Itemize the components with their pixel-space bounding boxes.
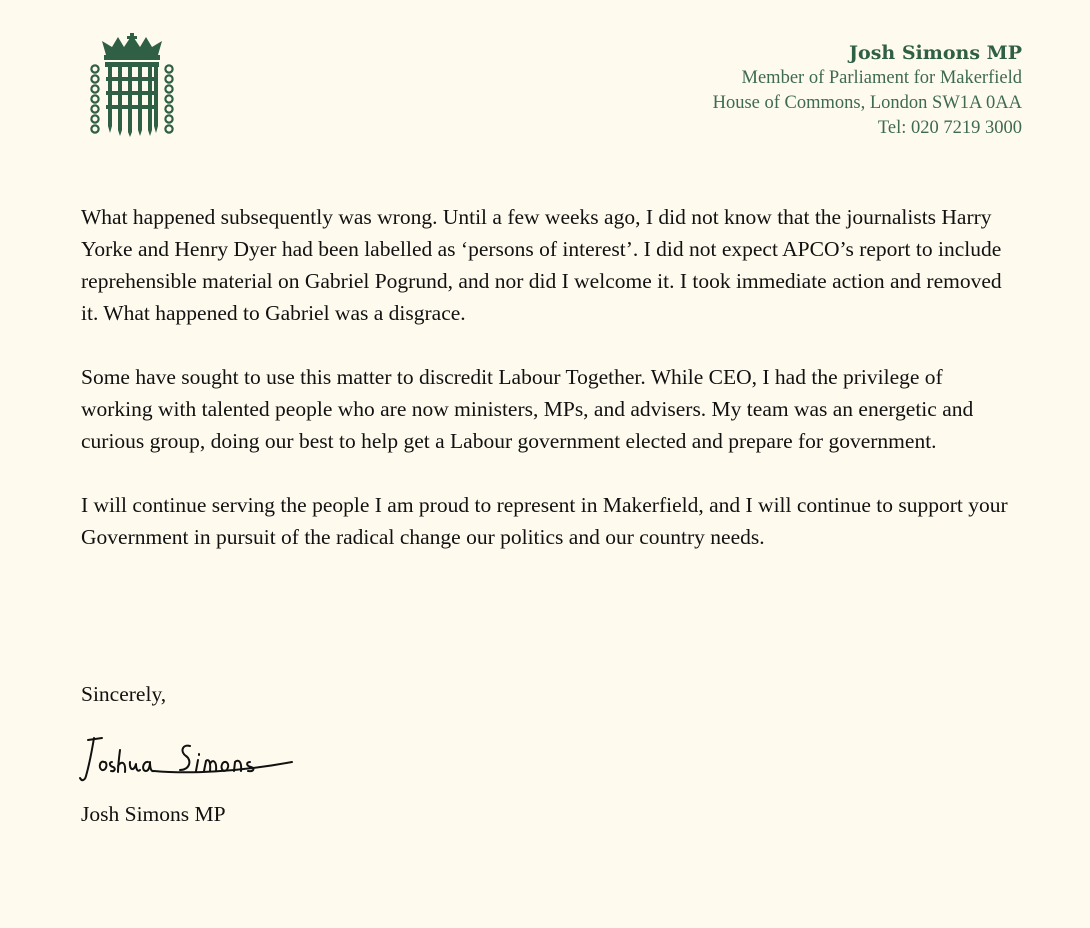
body-paragraph-3: I will continue serving the people I am proud to represent in Makerfield, and I will continue to support your Government in pursuit of the radical change our politics and our country needs. xyxy=(81,493,1008,549)
handwritten-signature xyxy=(78,728,303,788)
body-paragraph-2: Some have sought to use this matter to discredit Labour Together. While CEO, I had the privilege of working with talented people who are now ministers, MPs, and advisers. My team was an energetic and curious group, doing our best to help get a Labour government elected and prepare for government. xyxy=(81,365,974,453)
letterhead-address: House of Commons, London SW1A 0AA xyxy=(712,93,1022,113)
portcullis-icon xyxy=(88,33,176,137)
body-paragraph-1: What happened subsequently was wrong. Until a few weeks ago, I did not know that the journalists Harry Yorke and Henry Dyer had been labelled as ‘persons of interest’. I did not expect APCO’s report to include reprehensible material on Gabriel Pogrund, and nor did I welcome it. I took immediate action and removed it. What happened to Gabriel was a disgrace. xyxy=(81,205,1002,325)
letter-body xyxy=(81,201,1011,585)
signatory-name: Josh Simons MP xyxy=(81,802,226,826)
letterhead xyxy=(713,40,1022,141)
letterhead-role: Member of Parliament for Makerfield xyxy=(741,68,1022,88)
letterhead-name: Josh Simons MP xyxy=(849,42,1022,64)
letterhead-phone: Tel: 020 7219 3000 xyxy=(877,118,1022,138)
valediction: Sincerely, xyxy=(81,682,167,706)
